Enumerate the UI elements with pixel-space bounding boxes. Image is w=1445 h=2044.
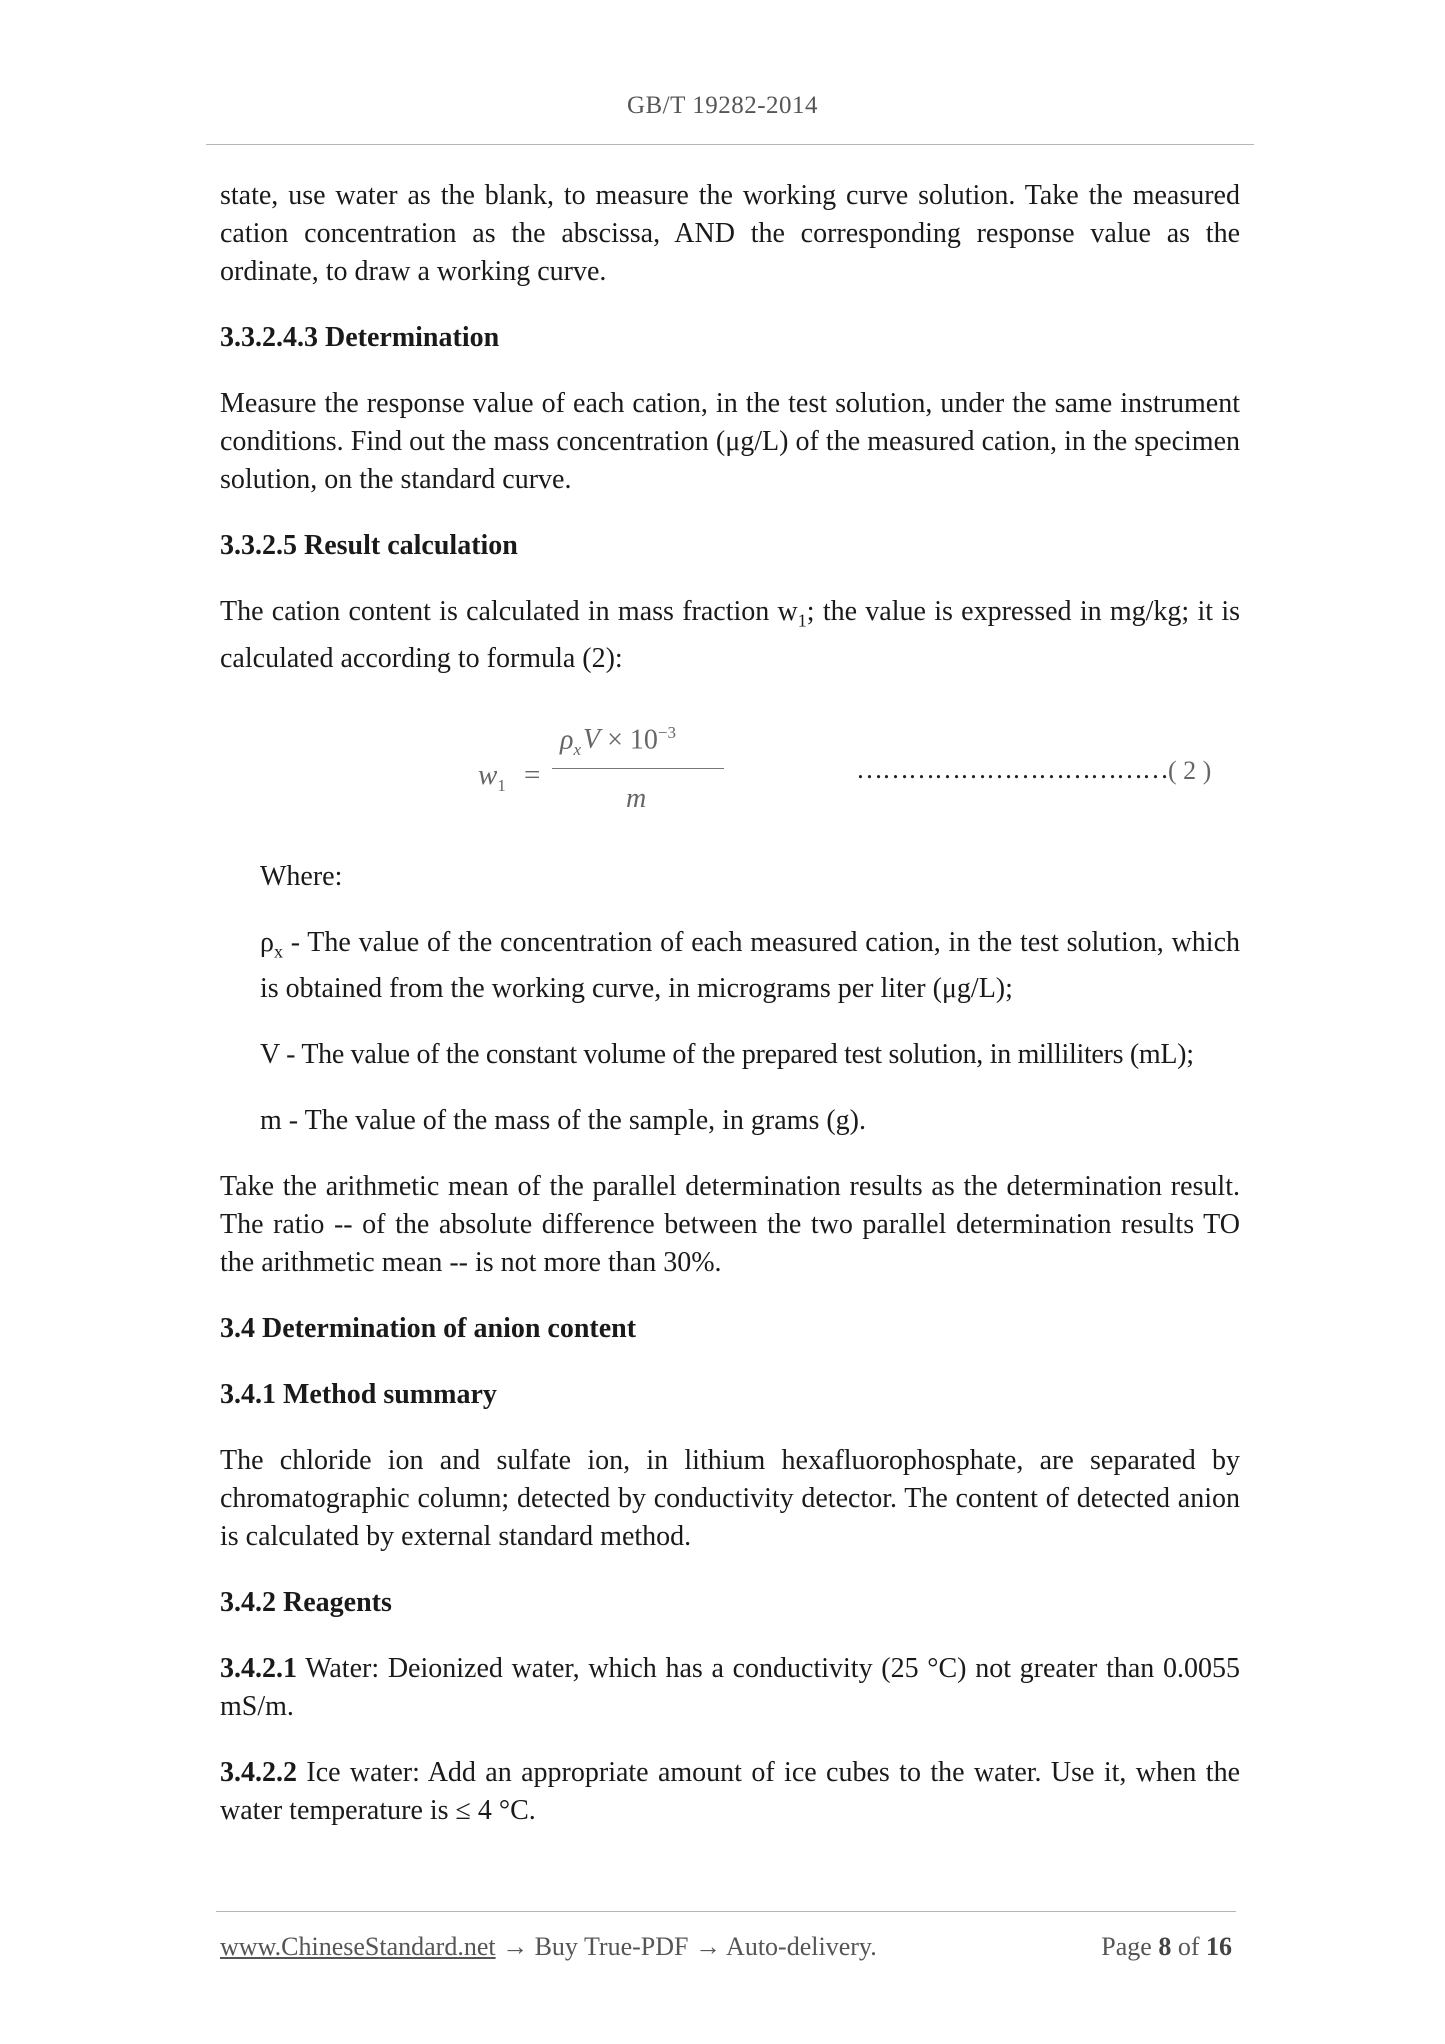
formula-number: ( 2 ) [1168, 755, 1212, 785]
paragraph-method-summary: The chloride ion and sulfate ion, in lithium hexafluorophosphate, are separated by chromatographic column; detected by conductivity detector. The content of detected anion is calculated by external standard method. [220, 1445, 1240, 1553]
symbol-rho: ρ [260, 926, 274, 958]
paragraph-working-curve: state, use water as the blank, to measure the working curve solution. Take the measured cation concentration as the abscissa, AND the corresponding response value as the ordinate, to draw a working curve. [220, 180, 1240, 287]
current-page: 8 [1158, 1932, 1172, 1961]
formula-lhs: $w_1$ [478, 758, 506, 795]
formula-leader-dots: ……………………………… [856, 753, 1168, 784]
paragraph-determination: Measure the response value of each cation, in the test solution, under the same instrument conditions. Find out the mass concentration (μg/L) of the measured cation, in the specimen solution, on the standard curve. [220, 388, 1240, 495]
fraction-bar [552, 768, 724, 769]
heading-3-4-2: 3.4.2 Reagents [220, 1587, 392, 1619]
clause-number: 3.4.2.1 [220, 1653, 297, 1685]
page-header: GB/T 19282-2014 [626, 92, 819, 119]
heading-3-4: 3.4 Determination of anion content [220, 1313, 637, 1345]
formula-denominator: m [626, 782, 647, 814]
subscript: x [273, 941, 283, 962]
paragraph-text: The cation content is calculated in mass fraction w [220, 596, 798, 627]
clause-text: Ice water: Add an appropriate amount of ice cubes to the water. Use it, when the water temperature is ≤ 4 °C. [220, 1757, 1240, 1827]
paragraph-arithmetic-mean: Take the arithmetic mean of the parallel determination results as the determination result. The ratio -- of the absolute difference between the two parallel determination results TO the arithmetic mean -- is not more than 30%. [220, 1171, 1240, 1279]
footer-tagline: → Buy True-PDF → Auto-delivery. [495, 1932, 877, 1961]
footer-left [220, 1932, 877, 1962]
paragraph-3-4-2-2 [220, 1754, 1240, 1830]
footer-divider [216, 1911, 1236, 1912]
formula-2 [220, 714, 1240, 832]
heading-3-3-2-4-3: 3.3.2.4.3 Determination [220, 322, 500, 353]
formula-equals: = [524, 758, 541, 791]
document-body [220, 177, 1240, 1830]
subscript: 1 [797, 610, 807, 631]
where-label: Where: [260, 860, 343, 892]
definition-text: - The value of the concentration of each measured cation, in the test solution, which is obtained from the working curve, in micrograms per liter (μg/L); [260, 926, 1240, 1005]
definition-rho-x [260, 924, 1240, 1009]
header-divider [206, 144, 1254, 145]
paragraph-3-4-2-1 [220, 1650, 1240, 1726]
definition-v: V - The value of the constant volume of the prepared test solution, in milliliters (mL); [260, 1039, 1194, 1071]
heading-3-3-2-5: 3.3.2.5 Result calculation [220, 530, 518, 561]
clause-text: Water: Deionized water, which has a conductivity (25 °C) not greater than 0.0055 mS/m. [220, 1653, 1240, 1723]
page-number: Page 8 of 16 [1101, 1932, 1232, 1961]
paragraph-result-calculation [220, 593, 1240, 678]
definition-m: m - The value of the mass of the sample, in grams (g). [260, 1105, 866, 1137]
clause-number: 3.4.2.2 [220, 1757, 297, 1789]
heading-3-4-1: 3.4.1 Method summary [220, 1379, 497, 1411]
formula-numerator: $\rho_xV \times 10^{-3}$ [560, 722, 676, 759]
paragraph-text: ; the value is expressed in mg/kg; it is calculated according to formula (2): [220, 596, 1240, 674]
formula-expression [478, 714, 738, 832]
website-link[interactable]: www.ChineseStandard.net [220, 1932, 496, 1961]
total-pages: 16 [1206, 1932, 1232, 1961]
